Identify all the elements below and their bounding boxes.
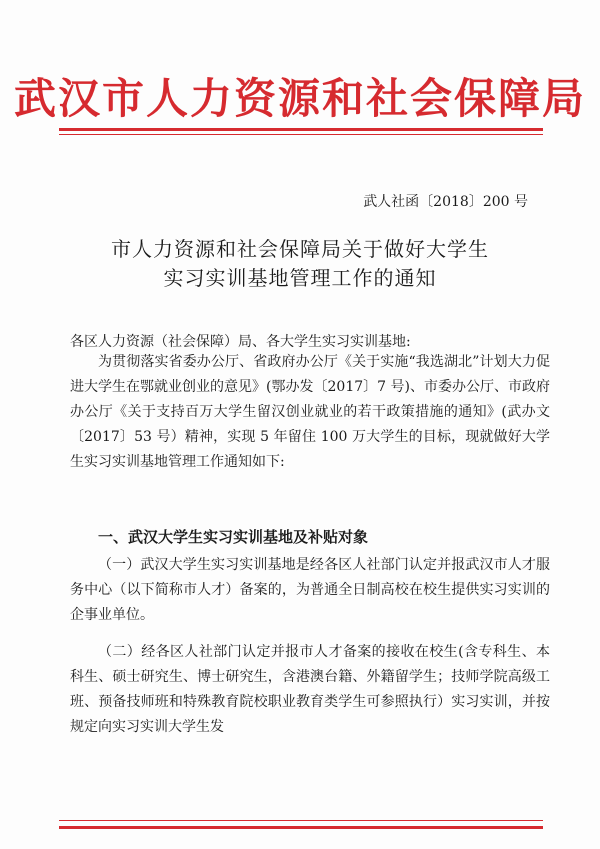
section-heading-1: 一、武汉大学生实习实训基地及补贴对象 bbox=[98, 528, 369, 546]
document-title-line-2: 实习实训基地管理工作的通知 bbox=[163, 266, 437, 290]
footer-red-rule-thick bbox=[59, 826, 543, 829]
issuing-authority-header: 武汉市人力资源和社会保障局 bbox=[13, 74, 586, 123]
salutation: 各区人力资源（社会保障）局、各大学生实习实训基地: bbox=[70, 334, 411, 350]
footer-red-rule-thin bbox=[59, 820, 543, 821]
body-paragraph-item-2: （二）经各区人社部门认定并报市人才备案的接收在校生(含专科生、本科生、硕士研究生、博士研究生，含港澳台籍、外籍留学生；技师学院高级工班、预备技师班和特殊教育院校职业教育类学生可参照执行）实习实训，并按规定向实习实训大学生发 bbox=[70, 644, 550, 735]
body-paragraph-intro: 为贯彻落实省委办公厅、省政府办公厅《关于实施“我选湖北”计划大力促进大学生在鄂就业创业的意见》(鄂办发〔2017〕7 号)、市委办公厅、市政府办公厅《关于支持百万大学生留汉创业就业的若干政策措施的通知》(武办文〔2017〕53 号）精神，实现 5 年留住 100 万大学生的目标，现就做好大学生实习实训基地管理工作通知如下: bbox=[70, 354, 550, 470]
header-red-rule-thin bbox=[59, 134, 543, 135]
document-number: 武人社函〔2018〕200 号 bbox=[363, 194, 528, 210]
header-red-rule-thick bbox=[59, 128, 543, 131]
document-title-line-1: 市人力资源和社会保障局关于做好大学生 bbox=[111, 237, 489, 261]
body-paragraph-item-1: （一）武汉大学生实习实训基地是经各区人社部门认定并报武汉市人才服务中心（以下简称市人才）备案的，为普通全日制高校在校生提供实习实训的企事业单位。 bbox=[70, 557, 550, 623]
